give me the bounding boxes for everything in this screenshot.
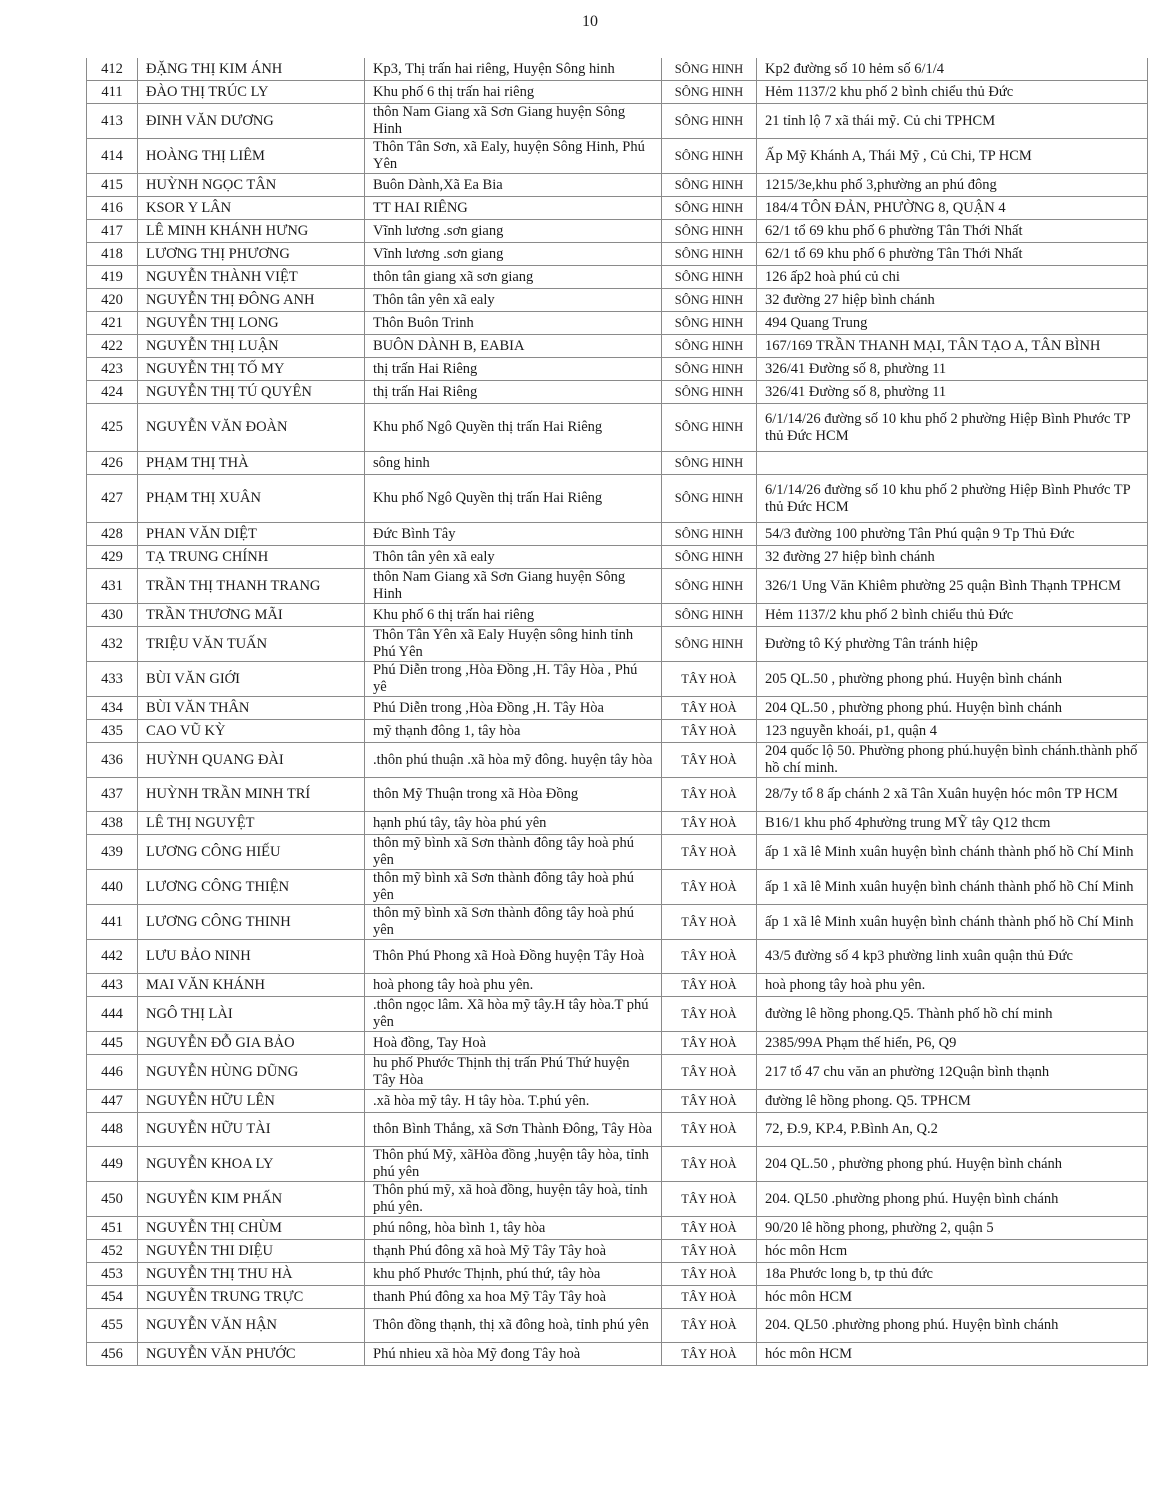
current-address-cell: 6/1/14/26 đường số 10 khu phố 2 phường Hiệp Bình Phước TP thủ Đức HCM xyxy=(757,404,1148,452)
current-address-cell: 123 nguyễn khoái, p1, quận 4 xyxy=(757,720,1148,743)
row-number-cell: 438 xyxy=(87,812,138,835)
district-cell: TÂY HOÀ xyxy=(662,997,757,1032)
full-name-cell: NGUYỄN HỮU LÊN xyxy=(138,1090,365,1113)
table-row xyxy=(87,1263,1148,1286)
current-address-cell: ấp 1 xã lê Minh xuân huyện bình chánh thành phố hồ Chí Minh xyxy=(757,870,1148,905)
full-name-cell: NGUYỄN VĂN PHƯỚC xyxy=(138,1343,365,1366)
row-number-cell: 448 xyxy=(87,1113,138,1147)
row-number-cell: 440 xyxy=(87,870,138,905)
row-number-cell: 420 xyxy=(87,289,138,312)
current-address-cell: 204 QL.50 , phường phong phú. Huyện bình chánh xyxy=(757,697,1148,720)
row-number-cell: 450 xyxy=(87,1182,138,1217)
table-row xyxy=(87,569,1148,604)
current-address-cell xyxy=(757,452,1148,475)
row-number-cell: 421 xyxy=(87,312,138,335)
district-cell: SÔNG HINH xyxy=(662,312,757,335)
table-row xyxy=(87,1113,1148,1147)
full-name-cell: BÙI VĂN THÂN xyxy=(138,697,365,720)
table-row xyxy=(87,381,1148,404)
table-row xyxy=(87,1286,1148,1309)
table-row xyxy=(87,289,1148,312)
home-address-cell: thạnh Phú đông xã hoà Mỹ Tây Tây hoà xyxy=(365,1240,662,1263)
current-address-cell: 217 tổ 47 chu văn an phường 12Quận bình thạnh xyxy=(757,1055,1148,1090)
district-cell: TÂY HOÀ xyxy=(662,697,757,720)
full-name-cell: BÙI VĂN GIỚI xyxy=(138,662,365,697)
current-address-cell: 54/3 đường 100 phường Tân Phú quận 9 Tp Thủ Đức xyxy=(757,523,1148,546)
table-row xyxy=(87,1217,1148,1240)
district-cell: TÂY HOÀ xyxy=(662,720,757,743)
row-number-cell: 424 xyxy=(87,381,138,404)
row-number-cell: 428 xyxy=(87,523,138,546)
current-address-cell: 204. QL50 .phường phong phú. Huyện bình chánh xyxy=(757,1182,1148,1217)
home-address-cell: thôn tân giang xã sơn giang xyxy=(365,266,662,289)
table-row xyxy=(87,778,1148,812)
district-cell: TÂY HOÀ xyxy=(662,1090,757,1113)
district-cell: SÔNG HINH xyxy=(662,335,757,358)
full-name-cell: CAO VŨ KỲ xyxy=(138,720,365,743)
table-row xyxy=(87,1343,1148,1366)
home-address-cell: Khu phố 6 thị trấn hai riêng xyxy=(365,81,662,104)
home-address-cell: thôn Nam Giang xã Sơn Giang huyện Sông Hinh xyxy=(365,104,662,139)
current-address-cell: 494 Quang Trung xyxy=(757,312,1148,335)
row-number-cell: 455 xyxy=(87,1309,138,1343)
district-cell: TÂY HOÀ xyxy=(662,1113,757,1147)
district-cell: TÂY HOÀ xyxy=(662,662,757,697)
page-number: 10 xyxy=(582,13,598,30)
row-number-cell: 454 xyxy=(87,1286,138,1309)
district-cell: TÂY HOÀ xyxy=(662,1240,757,1263)
table-row xyxy=(87,1182,1148,1217)
full-name-cell: LÊ THỊ NGUYỆT xyxy=(138,812,365,835)
home-address-cell: phú nông, hòa bình 1, tây hòa xyxy=(365,1217,662,1240)
table-row xyxy=(87,197,1148,220)
full-name-cell: NGUYỄN TRUNG TRỰC xyxy=(138,1286,365,1309)
current-address-cell: Đường tô Ký phường Tân tránh hiệp xyxy=(757,627,1148,662)
district-cell: SÔNG HINH xyxy=(662,627,757,662)
current-address-cell: Hẻm 1137/2 khu phố 2 bình chiểu thủ Đức xyxy=(757,604,1148,627)
current-address-cell: 62/1 tổ 69 khu phố 6 phường Tân Thới Nhất xyxy=(757,243,1148,266)
full-name-cell: NGUYỄN KHOA LY xyxy=(138,1147,365,1182)
row-number-cell: 418 xyxy=(87,243,138,266)
row-number-cell: 411 xyxy=(87,81,138,104)
full-name-cell: HUỲNH TRẦN MINH TRÍ xyxy=(138,778,365,812)
district-cell: TÂY HOÀ xyxy=(662,870,757,905)
row-number-cell: 436 xyxy=(87,743,138,778)
home-address-cell: Vĩnh lương .sơn giang xyxy=(365,243,662,266)
home-address-cell: mỹ thạnh đông 1, tây hòa xyxy=(365,720,662,743)
table-row xyxy=(87,720,1148,743)
district-cell: SÔNG HINH xyxy=(662,58,757,81)
home-address-cell: thị trấn Hai Riêng xyxy=(365,358,662,381)
row-number-cell: 414 xyxy=(87,139,138,174)
current-address-cell: 167/169 TRẦN THANH MẠI, TÂN TẠO A, TÂN BÌNH xyxy=(757,335,1148,358)
home-address-cell: thanh Phú đông xa hoa Mỹ Tây Tây hoà xyxy=(365,1286,662,1309)
table-row xyxy=(87,266,1148,289)
home-address-cell: hu phố Phước Thịnh thị trấn Phú Thứ huyện Tây Hòa xyxy=(365,1055,662,1090)
current-address-cell: 205 QL.50 , phường phong phú. Huyện bình chánh xyxy=(757,662,1148,697)
home-address-cell: Thôn Phú Phong xã Hoà Đồng huyện Tây Hoà xyxy=(365,940,662,974)
current-address-cell: 326/41 Đường số 8, phường 11 xyxy=(757,358,1148,381)
full-name-cell: TRẦN THỊ THANH TRANG xyxy=(138,569,365,604)
row-number-cell: 422 xyxy=(87,335,138,358)
district-cell: TÂY HOÀ xyxy=(662,1343,757,1366)
table-row xyxy=(87,1090,1148,1113)
full-name-cell: MAI VĂN KHÁNH xyxy=(138,974,365,997)
district-cell: SÔNG HINH xyxy=(662,289,757,312)
home-address-cell: Phú nhieu xã hòa Mỹ đong Tây hoà xyxy=(365,1343,662,1366)
district-cell: TÂY HOÀ xyxy=(662,940,757,974)
current-address-cell: 326/1 Ung Văn Khiêm phường 25 quận Bình Thạnh TPHCM xyxy=(757,569,1148,604)
district-cell: SÔNG HINH xyxy=(662,546,757,569)
full-name-cell: PHẠM THỊ THÀ xyxy=(138,452,365,475)
current-address-cell: ấp 1 xã lê Minh xuân huyện bình chánh thành phố hồ Chí Minh xyxy=(757,835,1148,870)
district-cell: SÔNG HINH xyxy=(662,569,757,604)
full-name-cell: NGUYỄN THI DIỆU xyxy=(138,1240,365,1263)
table-row xyxy=(87,940,1148,974)
current-address-cell: 204. QL50 .phường phong phú. Huyện bình chánh xyxy=(757,1309,1148,1343)
district-cell: SÔNG HINH xyxy=(662,81,757,104)
current-address-cell: Kp2 đường số 10 hẻm số 6/1/4 xyxy=(757,58,1148,81)
home-address-cell: Buôn Dành,Xã Ea Bia xyxy=(365,174,662,197)
table-row xyxy=(87,974,1148,997)
row-number-cell: 452 xyxy=(87,1240,138,1263)
district-cell: SÔNG HINH xyxy=(662,174,757,197)
table-row xyxy=(87,243,1148,266)
home-address-cell: thị trấn Hai Riêng xyxy=(365,381,662,404)
home-address-cell: thôn mỹ bình xã Sơn thành đông tây hoà phú yên xyxy=(365,905,662,940)
home-address-cell: TT HAI RIÊNG xyxy=(365,197,662,220)
row-number-cell: 451 xyxy=(87,1217,138,1240)
home-address-cell: thôn Nam Giang xã Sơn Giang huyện Sông Hinh xyxy=(365,569,662,604)
district-cell: TÂY HOÀ xyxy=(662,1055,757,1090)
district-cell: TÂY HOÀ xyxy=(662,1309,757,1343)
row-number-cell: 427 xyxy=(87,475,138,523)
table-row xyxy=(87,452,1148,475)
home-address-cell: .xã hòa mỹ tây. H tây hòa. T.phú yên. xyxy=(365,1090,662,1113)
district-cell: SÔNG HINH xyxy=(662,381,757,404)
full-name-cell: NGUYỄN THỊ LONG xyxy=(138,312,365,335)
district-cell: TÂY HOÀ xyxy=(662,905,757,940)
home-address-cell: Kp3, Thị trấn hai riêng, Huyện Sông hinh xyxy=(365,58,662,81)
district-cell: TÂY HOÀ xyxy=(662,974,757,997)
table-row xyxy=(87,627,1148,662)
row-number-cell: 431 xyxy=(87,569,138,604)
table-row xyxy=(87,404,1148,452)
district-cell: TÂY HOÀ xyxy=(662,743,757,778)
district-cell: TÂY HOÀ xyxy=(662,812,757,835)
full-name-cell: PHẠM THỊ XUÂN xyxy=(138,475,365,523)
row-number-cell: 429 xyxy=(87,546,138,569)
district-cell: TÂY HOÀ xyxy=(662,1032,757,1055)
full-name-cell: LƯƠNG CÔNG THIỆN xyxy=(138,870,365,905)
full-name-cell: NGUYỄN THỊ TÚ QUYÊN xyxy=(138,381,365,404)
current-address-cell: 6/1/14/26 đường số 10 khu phố 2 phường Hiệp Bình Phước TP thủ Đức HCM xyxy=(757,475,1148,523)
district-cell: SÔNG HINH xyxy=(662,104,757,139)
records-table xyxy=(86,58,1148,1366)
row-number-cell: 456 xyxy=(87,1343,138,1366)
district-cell: TÂY HOÀ xyxy=(662,1263,757,1286)
district-cell: TÂY HOÀ xyxy=(662,1217,757,1240)
full-name-cell: TRIỆU VĂN TUẤN xyxy=(138,627,365,662)
current-address-cell: đường lê hồng phong. Q5. TPHCM xyxy=(757,1090,1148,1113)
district-cell: SÔNG HINH xyxy=(662,358,757,381)
full-name-cell: NGUYỄN HỮU TÀI xyxy=(138,1113,365,1147)
table-row xyxy=(87,546,1148,569)
full-name-cell: LÊ MINH KHÁNH HƯNG xyxy=(138,220,365,243)
district-cell: TÂY HOÀ xyxy=(662,1286,757,1309)
full-name-cell: ĐINH VĂN DƯƠNG xyxy=(138,104,365,139)
home-address-cell: Hoà đồng, Tay Hoà xyxy=(365,1032,662,1055)
current-address-cell: 126 ấp2 hoà phú củ chi xyxy=(757,266,1148,289)
full-name-cell: KSOR Y LÂN xyxy=(138,197,365,220)
row-number-cell: 447 xyxy=(87,1090,138,1113)
row-number-cell: 437 xyxy=(87,778,138,812)
table-row xyxy=(87,905,1148,940)
table-row xyxy=(87,1240,1148,1263)
row-number-cell: 434 xyxy=(87,697,138,720)
full-name-cell: NGUYỄN THÀNH VIỆT xyxy=(138,266,365,289)
full-name-cell: LƯƠNG CÔNG THINH xyxy=(138,905,365,940)
table-row xyxy=(87,104,1148,139)
current-address-cell: hoà phong tây hoà phu yên. xyxy=(757,974,1148,997)
table-row xyxy=(87,997,1148,1032)
row-number-cell: 417 xyxy=(87,220,138,243)
home-address-cell: Khu phố Ngô Quyền thị trấn Hai Riêng xyxy=(365,404,662,452)
table-row xyxy=(87,835,1148,870)
current-address-cell: 62/1 tổ 69 khu phố 6 phường Tân Thới Nhất xyxy=(757,220,1148,243)
full-name-cell: HUỲNH NGỌC TÂN xyxy=(138,174,365,197)
row-number-cell: 433 xyxy=(87,662,138,697)
row-number-cell: 435 xyxy=(87,720,138,743)
full-name-cell: NGUYỄN ĐỖ GIA BẢO xyxy=(138,1032,365,1055)
home-address-cell: Thôn tân yên xã ealy xyxy=(365,546,662,569)
table-row xyxy=(87,662,1148,697)
table-row xyxy=(87,220,1148,243)
current-address-cell: 32 đường 27 hiệp bình chánh xyxy=(757,289,1148,312)
row-number-cell: 423 xyxy=(87,358,138,381)
full-name-cell: NGUYỄN THỊ LUẬN xyxy=(138,335,365,358)
full-name-cell: NGUYỄN VĂN ĐOÀN xyxy=(138,404,365,452)
district-cell: SÔNG HINH xyxy=(662,452,757,475)
district-cell: SÔNG HINH xyxy=(662,139,757,174)
district-cell: SÔNG HINH xyxy=(662,404,757,452)
row-number-cell: 443 xyxy=(87,974,138,997)
table-row xyxy=(87,174,1148,197)
table-row xyxy=(87,1309,1148,1343)
row-number-cell: 425 xyxy=(87,404,138,452)
full-name-cell: HUỲNH QUANG ĐÀI xyxy=(138,743,365,778)
full-name-cell: NGUYỄN THỊ ĐÔNG ANH xyxy=(138,289,365,312)
table-row xyxy=(87,58,1148,81)
full-name-cell: ĐẶNG THỊ KIM ÁNH xyxy=(138,58,365,81)
full-name-cell: ĐÀO THỊ TRÚC LY xyxy=(138,81,365,104)
row-number-cell: 426 xyxy=(87,452,138,475)
table-row xyxy=(87,358,1148,381)
home-address-cell: Thôn phú Mỹ, xãHòa đồng ,huyện tây hòa, tỉnh phú yên xyxy=(365,1147,662,1182)
table-row xyxy=(87,139,1148,174)
district-cell: TÂY HOÀ xyxy=(662,835,757,870)
district-cell: SÔNG HINH xyxy=(662,243,757,266)
row-number-cell: 446 xyxy=(87,1055,138,1090)
table-row xyxy=(87,743,1148,778)
home-address-cell: thôn mỹ bình xã Sơn thành đông tây hoà phú yên xyxy=(365,870,662,905)
current-address-cell: 72, Đ.9, KP.4, P.Bình An, Q.2 xyxy=(757,1113,1148,1147)
home-address-cell: Thôn Tân Yên xã Ealy Huyện sông hinh tỉnh Phú Yên xyxy=(365,627,662,662)
home-address-cell: Khu phố 6 thị trấn hai riêng xyxy=(365,604,662,627)
row-number-cell: 439 xyxy=(87,835,138,870)
home-address-cell: .thôn ngọc lâm. Xã hòa mỹ tây.H tây hòa.T phú yên xyxy=(365,997,662,1032)
home-address-cell: khu phố Phước Thịnh, phú thứ, tây hòa xyxy=(365,1263,662,1286)
row-number-cell: 412 xyxy=(87,58,138,81)
district-cell: TÂY HOÀ xyxy=(662,1147,757,1182)
table-row xyxy=(87,812,1148,835)
row-number-cell: 441 xyxy=(87,905,138,940)
table-row xyxy=(87,870,1148,905)
table-row xyxy=(87,604,1148,627)
current-address-cell: 21 tỉnh lộ 7 xã thái mỹ. Củ chi TPHCM xyxy=(757,104,1148,139)
full-name-cell: TRẦN THƯƠNG MÃI xyxy=(138,604,365,627)
full-name-cell: LƯƠNG THỊ PHƯƠNG xyxy=(138,243,365,266)
table-row xyxy=(87,697,1148,720)
district-cell: TÂY HOÀ xyxy=(662,778,757,812)
home-address-cell: Vĩnh lương .sơn giang xyxy=(365,220,662,243)
full-name-cell: NGUYỄN VĂN HẬN xyxy=(138,1309,365,1343)
table-row xyxy=(87,312,1148,335)
home-address-cell: Thôn phú mỹ, xã hoà đồng, huyện tây hoà, tỉnh phú yên. xyxy=(365,1182,662,1217)
current-address-cell: 326/41 Đường số 8, phường 11 xyxy=(757,381,1148,404)
table-row xyxy=(87,1147,1148,1182)
table-row xyxy=(87,81,1148,104)
row-number-cell: 419 xyxy=(87,266,138,289)
current-address-cell: 28/7y tổ 8 ấp chánh 2 xã Tân Xuân huyện hóc môn TP HCM xyxy=(757,778,1148,812)
full-name-cell: NGUYỄN THỊ THU HÀ xyxy=(138,1263,365,1286)
full-name-cell: NGUYỄN KIM PHẤN xyxy=(138,1182,365,1217)
table-row xyxy=(87,475,1148,523)
home-address-cell: Phú Diễn trong ,Hòa Đồng ,H. Tây Hòa , Phú yê xyxy=(365,662,662,697)
current-address-cell: 204 quốc lộ 50. Phường phong phú.huyện bình chánh.thành phố hồ chí minh. xyxy=(757,743,1148,778)
home-address-cell: thôn Mỹ Thuận trong xã Hòa Đồng xyxy=(365,778,662,812)
district-cell: SÔNG HINH xyxy=(662,475,757,523)
current-address-cell: 43/5 đường số 4 kp3 phường linh xuân quận thủ Đức xyxy=(757,940,1148,974)
row-number-cell: 430 xyxy=(87,604,138,627)
full-name-cell: TẠ TRUNG CHÍNH xyxy=(138,546,365,569)
district-cell: TÂY HOÀ xyxy=(662,1182,757,1217)
home-address-cell: hoà phong tây hoà phu yên. xyxy=(365,974,662,997)
current-address-cell: đường lê hồng phong.Q5. Thành phố hồ chí minh xyxy=(757,997,1148,1032)
current-address-cell: hóc môn HCM xyxy=(757,1286,1148,1309)
row-number-cell: 442 xyxy=(87,940,138,974)
current-address-cell: Hẻm 1137/2 khu phố 2 bình chiểu thủ Đức xyxy=(757,81,1148,104)
full-name-cell: NGUYỄN HÙNG DŨNG xyxy=(138,1055,365,1090)
home-address-cell: .thôn phú thuận .xã hòa mỹ đông. huyện tây hòa xyxy=(365,743,662,778)
row-number-cell: 453 xyxy=(87,1263,138,1286)
table-row xyxy=(87,1032,1148,1055)
district-cell: SÔNG HINH xyxy=(662,197,757,220)
district-cell: SÔNG HINH xyxy=(662,523,757,546)
home-address-cell: Phú Diễn trong ,Hòa Đồng ,H. Tây Hòa xyxy=(365,697,662,720)
row-number-cell: 413 xyxy=(87,104,138,139)
district-cell: SÔNG HINH xyxy=(662,604,757,627)
home-address-cell: Đức Bình Tây xyxy=(365,523,662,546)
home-address-cell: BUÔN DÀNH B, EABIA xyxy=(365,335,662,358)
row-number-cell: 444 xyxy=(87,997,138,1032)
full-name-cell: NGUYỄN THỊ TỐ MY xyxy=(138,358,365,381)
home-address-cell: Thôn đồng thạnh, thị xã đông hoà, tỉnh phú yên xyxy=(365,1309,662,1343)
full-name-cell: LƯU BẢO NINH xyxy=(138,940,365,974)
current-address-cell: B16/1 khu phố 4phường trung MỸ tây Q12 thcm xyxy=(757,812,1148,835)
home-address-cell: thôn Bình Thắng, xã Sơn Thành Đông, Tây Hòa xyxy=(365,1113,662,1147)
current-address-cell: 18a Phước long b, tp thủ đức xyxy=(757,1263,1148,1286)
home-address-cell: Thôn tân yên xã ealy xyxy=(365,289,662,312)
home-address-cell: thôn mỹ bình xã Sơn thành đông tây hoà phú yên xyxy=(365,835,662,870)
full-name-cell: HOÀNG THỊ LIÊM xyxy=(138,139,365,174)
current-address-cell: hóc môn HCM xyxy=(757,1343,1148,1366)
home-address-cell: hạnh phú tây, tây hòa phú yên xyxy=(365,812,662,835)
district-cell: SÔNG HINH xyxy=(662,266,757,289)
row-number-cell: 432 xyxy=(87,627,138,662)
district-cell: SÔNG HINH xyxy=(662,220,757,243)
current-address-cell: hóc môn Hcm xyxy=(757,1240,1148,1263)
current-address-cell: 2385/99A Phạm thế hiển, P6, Q9 xyxy=(757,1032,1148,1055)
table-row xyxy=(87,523,1148,546)
current-address-cell: 204 QL.50 , phường phong phú. Huyện bình chánh xyxy=(757,1147,1148,1182)
home-address-cell: Khu phố Ngô Quyền thị trấn Hai Riêng xyxy=(365,475,662,523)
full-name-cell: NGÔ THỊ LÀI xyxy=(138,997,365,1032)
row-number-cell: 416 xyxy=(87,197,138,220)
current-address-cell: 90/20 lê hồng phong, phường 2, quận 5 xyxy=(757,1217,1148,1240)
row-number-cell: 445 xyxy=(87,1032,138,1055)
row-number-cell: 415 xyxy=(87,174,138,197)
current-address-cell: Ấp Mỹ Khánh A, Thái Mỹ , Củ Chi, TP HCM xyxy=(757,139,1148,174)
full-name-cell: LƯƠNG CÔNG HIẾU xyxy=(138,835,365,870)
table-row xyxy=(87,1055,1148,1090)
home-address-cell: Thôn Tân Sơn, xã Ealy, huyện Sông Hinh, Phú Yên xyxy=(365,139,662,174)
current-address-cell: 1215/3e,khu phố 3,phường an phú đông xyxy=(757,174,1148,197)
home-address-cell: sông hinh xyxy=(365,452,662,475)
current-address-cell: 32 đường 27 hiệp bình chánh xyxy=(757,546,1148,569)
row-number-cell: 449 xyxy=(87,1147,138,1182)
current-address-cell: ấp 1 xã lê Minh xuân huyện bình chánh thành phố hồ Chí Minh xyxy=(757,905,1148,940)
table-row xyxy=(87,335,1148,358)
home-address-cell: Thôn Buôn Trinh xyxy=(365,312,662,335)
current-address-cell: 184/4 TÔN ĐẢN, PHƯỜNG 8, QUẬN 4 xyxy=(757,197,1148,220)
full-name-cell: PHAN VĂN DIỆT xyxy=(138,523,365,546)
full-name-cell: NGUYỄN THỊ CHÙM xyxy=(138,1217,365,1240)
